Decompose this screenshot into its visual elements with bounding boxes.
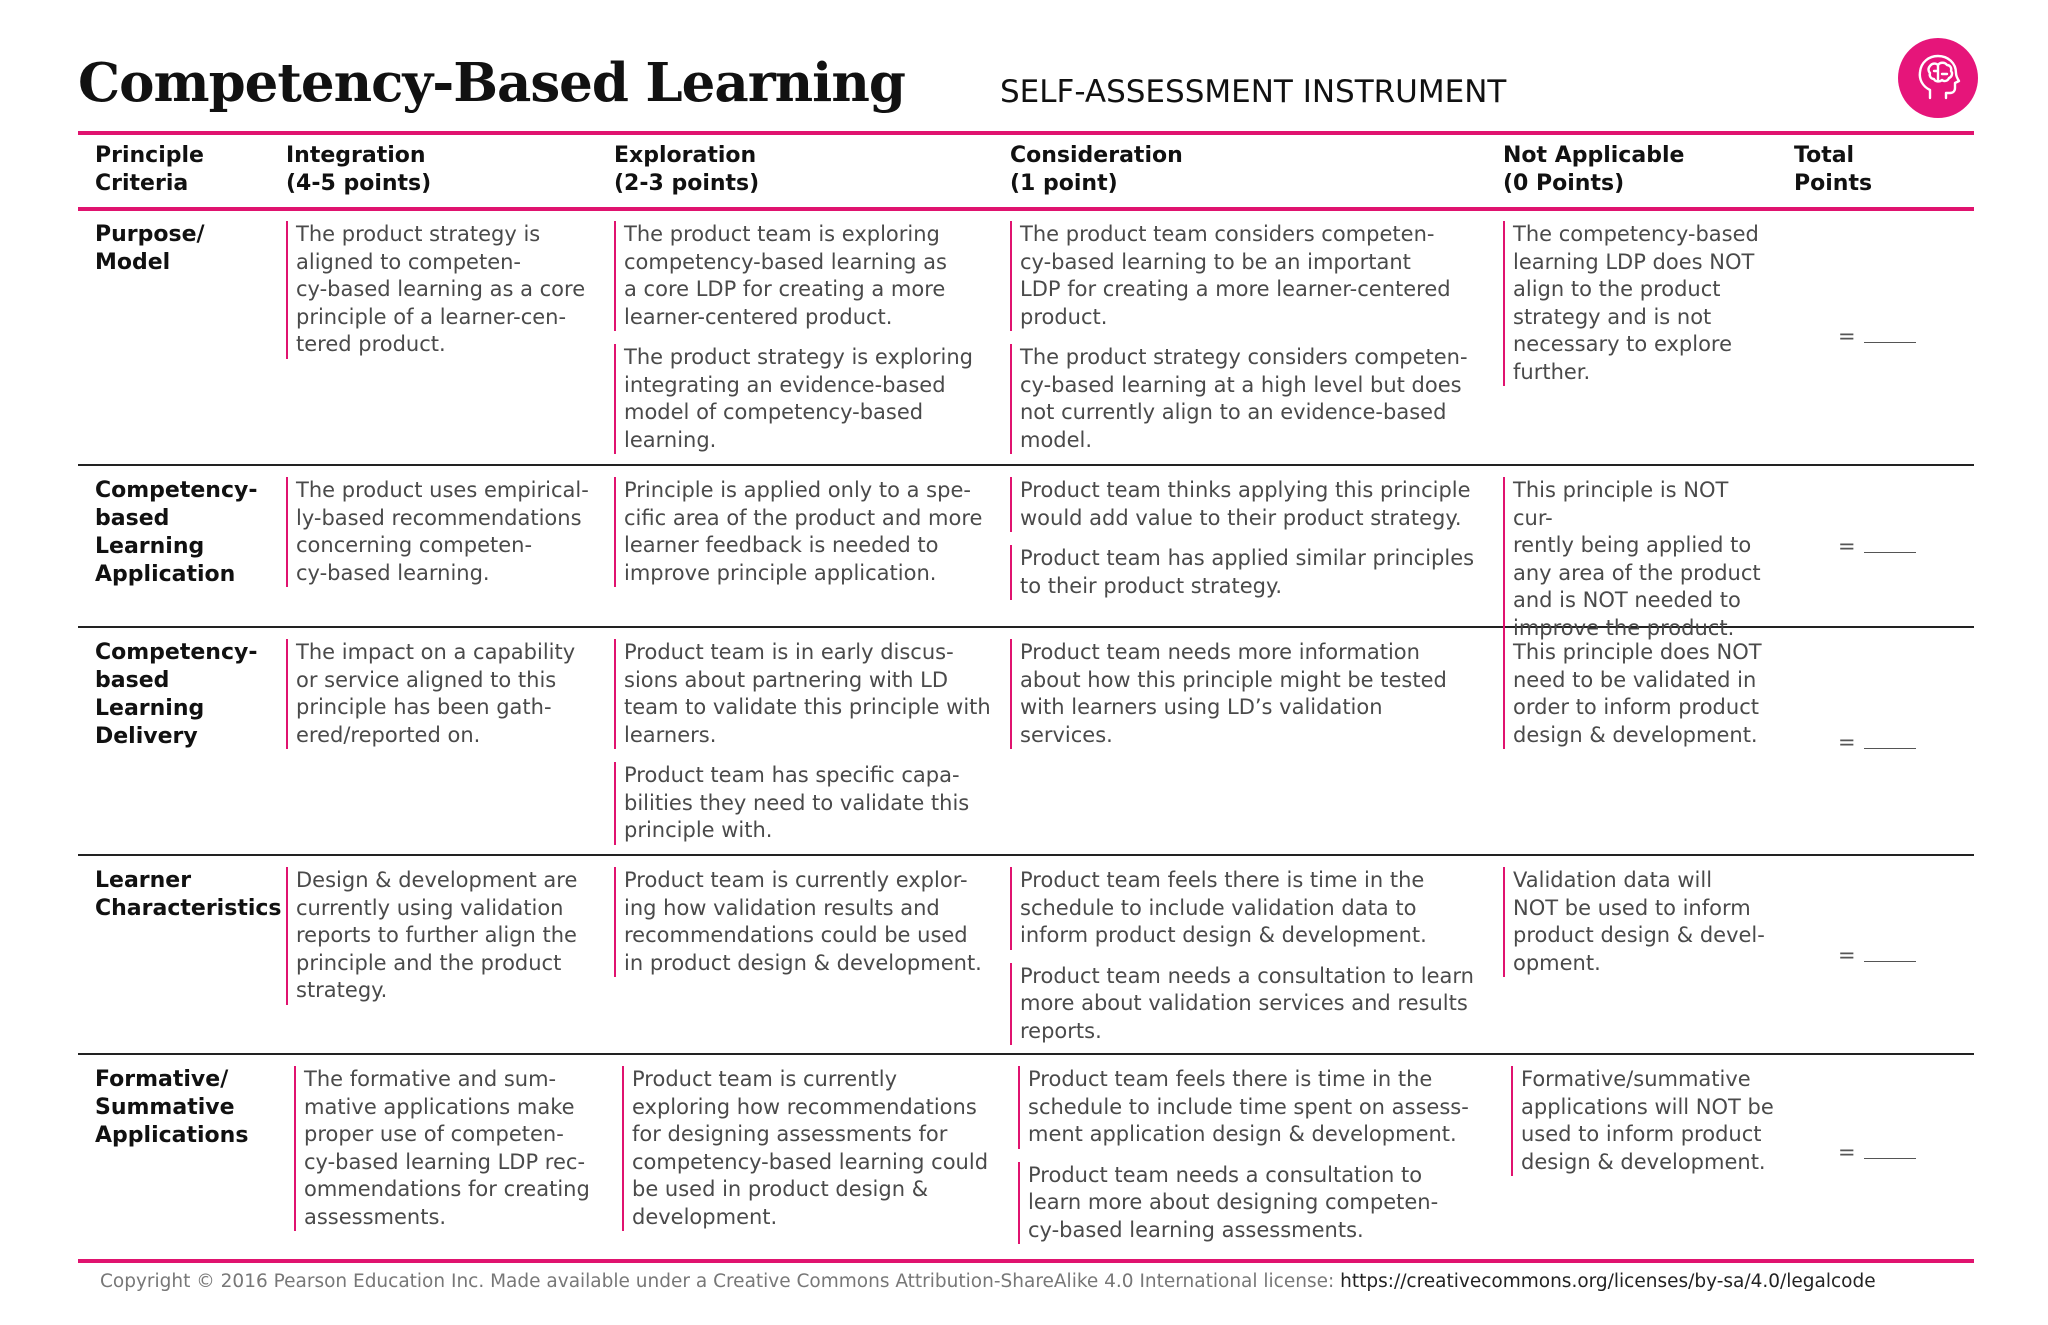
entry-line: further. [1513,359,1591,384]
entry-line: schedule to include time spent on assess- [1028,1094,1469,1119]
entry-line: ment application design & development. [1028,1122,1457,1146]
entry-line: learner feedback is needed to [624,533,939,557]
entry-line: opment. [1513,950,1601,975]
cell-integration [286,477,601,600]
equals-sign: = [1838,943,1856,967]
cell-integration [286,639,601,762]
criteria-line: Learning [95,534,205,559]
criteria-line: Competency- [95,478,258,503]
entry-line: model of competency-based [624,400,924,424]
entry-line: Product team is currently explor- [624,868,968,892]
entry-line: reports. [1020,1018,1102,1043]
entry-line: The competency-based [1513,222,1759,246]
entry-line: strategy. [296,978,388,1002]
entry-line: design & development. [1521,1149,1766,1174]
cell-consideration [1010,639,1480,762]
entry-line: cific area of the product and more [624,505,983,530]
row-criteria [95,639,257,751]
entry-line: schedule to include validation data to [1020,895,1417,920]
criterion-entry [614,221,994,331]
entry-line: and is NOT needed to [1513,588,1741,612]
entry-line: need to be validated in [1513,667,1757,692]
table-bottom-rule [78,1259,1974,1263]
entry-line: for designing assessments for [632,1122,948,1146]
entry-line: inform product design & development. [1020,923,1427,947]
entry-line: aligned to competen- [296,249,522,274]
entry-line: Product team is currently [632,1067,898,1091]
criterion-entry [1010,545,1480,600]
entry-line: exploring how recommendations [632,1094,977,1119]
total-points-field[interactable] [1838,324,1916,348]
criterion-entry [1010,963,1480,1046]
entry-line: Formative/summative [1521,1067,1751,1091]
total-points-field[interactable] [1838,1140,1916,1164]
column-header-criteria: Principle Criteria [95,143,204,196]
entry-line: or service aligned to this [296,667,557,692]
entry-line: Product team feels there is time in the [1020,868,1425,892]
criteria-line: Applications [95,1123,249,1148]
entry-line: be used in product design & [632,1177,929,1201]
entry-line: concerning competen- [296,533,533,557]
entry-line: LDP for creating a more learner-centered [1020,277,1451,301]
page-subtitle: SELF-ASSESSMENT INSTRUMENT [1000,74,1507,110]
row-divider [78,854,1974,856]
column-header-not-applicable: Not Applicable (0 Points) [1503,143,1685,196]
entry-line: learning. [624,427,717,452]
total-points-field[interactable] [1838,943,1916,967]
entry-line: tered product. [296,332,446,356]
entry-line: improve the product. [1513,615,1735,640]
entry-line: learner-centered product. [624,304,893,329]
header-bottom-rule [78,207,1974,211]
cell-integration [286,221,601,372]
cell-not-applicable [1503,639,1773,762]
entry-line: Principle is applied only to a spe- [624,478,971,502]
entry-line: principle and the product [296,950,562,975]
criterion-entry [614,344,994,454]
entry-line: ing how validation results and [624,895,940,920]
cell-exploration [614,867,994,990]
criterion-entry [1010,867,1480,950]
criterion-entry [286,477,601,587]
criterion-entry [1010,477,1480,532]
header-top-rule [78,131,1974,135]
entry-line: competency-based learning as [624,249,947,274]
row-criteria [95,477,257,589]
column-header-integration: Integration (4-5 points) [286,143,432,196]
entry-line: to their product strategy. [1020,573,1283,598]
entry-line: NOT be used to inform [1513,895,1751,920]
entry-line: The product team is exploring [624,222,940,246]
row-criteria [95,1066,248,1150]
criterion-entry [614,477,994,587]
entry-line: integrating an evidence-based [624,372,946,397]
entry-line: would add value to their product strategy. [1020,505,1462,530]
entry-line: cy-based learning LDP rec- [304,1149,586,1174]
entry-line: Product team needs a consultation to learn [1020,963,1474,988]
criteria-line: Application [95,562,236,587]
cell-integration [286,867,601,1018]
cell-not-applicable [1503,221,1773,399]
entry-line: product. [1020,304,1108,329]
entry-line: The product team considers competen- [1020,222,1435,246]
entry-line: ered/reported on. [296,722,481,747]
criterion-entry [286,221,601,359]
criterion-entry [1018,1066,1488,1149]
entry-line: Product team has specific capa- [624,763,960,787]
entry-line: Product team has applied similar principles [1020,546,1475,570]
entry-line: Product team is in early discus- [624,640,954,664]
entry-line: a core LDP for creating a more [624,277,946,301]
entry-line: team to validate this principle with [624,695,991,719]
criteria-line: Summative [95,1095,235,1120]
cell-exploration [622,1066,1002,1244]
page-title: Competency-Based Learning [78,52,905,114]
points-blank[interactable] [1864,734,1916,749]
criterion-entry [1018,1162,1488,1245]
criterion-entry [614,639,994,749]
criteria-line: Learner [95,868,192,893]
entry-line: ly-based recommendations [296,505,582,530]
equals-sign: = [1838,1140,1856,1164]
entry-line: Product team feels there is time in the [1028,1067,1433,1091]
entry-line: about how this principle might be tested [1020,667,1447,692]
equals-sign: = [1838,534,1856,558]
entry-line: ommendations for creating [304,1177,590,1201]
entry-line: sions about partnering with LD [624,667,948,692]
criterion-entry [294,1066,609,1231]
entry-line: applications will NOT be [1521,1094,1774,1119]
entry-line: learning LDP does NOT [1513,249,1755,274]
cell-not-applicable [1511,1066,1781,1189]
criterion-entry [1503,221,1773,386]
entry-line: rently being applied to [1513,533,1752,557]
copyright-text: Copyright © 2016 Pearson Education Inc. Made available under a Creative Commons Attribution-ShareAlike 4.0 International license: [100,1271,1341,1292]
cell-consideration [1018,1066,1488,1257]
criteria-line: Learning [95,696,205,721]
entry-line: principle of a learner-cen- [296,304,567,329]
column-header-consideration: Consideration (1 point) [1010,143,1183,196]
criteria-line: Formative/ [95,1067,229,1092]
entry-line: recommendations could be used [624,923,968,947]
entry-line: strategy and is not [1513,304,1712,329]
criteria-line: based [95,506,170,531]
column-header-total: Total Points [1794,143,1873,196]
entry-line: used to inform product [1521,1122,1762,1146]
entry-line: not currently align to an evidence-based [1020,400,1447,424]
entry-line: The formative and sum- [304,1067,557,1091]
entry-line: learn more about designing competen- [1028,1190,1439,1214]
entry-line: The impact on a capability [296,640,576,664]
entry-line: principle has been gath- [296,695,552,719]
criterion-entry [1503,477,1773,642]
entry-line: in product design & development. [624,950,982,975]
criteria-line: Characteristics [95,896,282,921]
head-brain-icon [1898,38,1978,118]
entry-line: cy-based learning as a core [296,277,586,301]
cell-exploration [614,477,994,600]
entry-line: This principle is NOT cur- [1513,478,1729,530]
cell-consideration [1010,221,1480,467]
total-points-field[interactable] [1838,730,1916,754]
cell-not-applicable [1503,477,1773,655]
entry-line: learners. [624,722,717,747]
criterion-entry [1503,867,1773,977]
criterion-entry [1503,639,1773,749]
entry-line: cy-based learning. [296,560,490,585]
criterion-entry [286,639,601,749]
entry-line: order to inform product [1513,695,1759,719]
entry-line: mative applications make [304,1094,575,1119]
entry-line: The product strategy is [296,222,541,246]
equals-sign: = [1838,730,1856,754]
entry-line: principle with. [624,818,773,842]
entry-line: Design & development are [296,868,578,892]
criterion-entry [1010,344,1480,454]
criteria-line: Purpose/ [95,222,205,247]
criterion-entry [614,762,994,845]
license-link[interactable]: https://creativecommons.org/licenses/by-sa/4.0/legalcode [1340,1271,1876,1292]
cell-consideration [1010,477,1480,613]
entry-line: more about validation services and results [1020,991,1468,1015]
entry-line: Validation data will [1513,868,1713,892]
entry-line: development. [632,1204,778,1229]
points-blank[interactable] [1864,947,1916,962]
criteria-line: Delivery [95,724,198,749]
entry-line: assessments. [304,1204,447,1229]
criteria-line: based [95,668,170,693]
points-blank[interactable] [1864,1144,1916,1159]
criterion-entry [1511,1066,1781,1176]
entry-line: Product team needs more information [1020,640,1420,664]
entry-line: currently using validation [296,895,564,920]
entry-line: The product strategy is exploring [624,345,973,369]
entry-line: design & development. [1513,722,1758,747]
entry-line: bilities they need to validate this [624,790,970,815]
criteria-line: Model [95,250,171,275]
criterion-entry [614,867,994,977]
entry-line: The product strategy considers competen- [1020,345,1468,369]
criterion-entry [1010,221,1480,331]
row-criteria [95,867,282,923]
entry-line: align to the product [1513,277,1721,301]
entry-line: cy-based learning to be an important [1020,249,1411,274]
entry-line: model. [1020,427,1093,452]
entry-line: with learners using LD’s validation services. [1020,695,1383,747]
points-blank[interactable] [1864,538,1916,553]
entry-line: The product uses empirical- [296,478,589,502]
entry-line: cy-based learning assessments. [1028,1217,1364,1242]
footer-copyright [100,1271,1876,1292]
entry-line: competency-based learning could [632,1149,989,1174]
entry-line: Product team thinks applying this principle [1020,478,1471,502]
entry-line: cy-based learning at a high level but does [1020,372,1462,397]
criteria-line: Competency- [95,640,258,665]
criterion-entry [286,867,601,1005]
row-criteria [95,221,205,277]
entry-line: proper use of competen- [304,1122,564,1146]
cell-exploration [614,221,994,467]
equals-sign: = [1838,324,1856,348]
entry-line: product design & devel- [1513,923,1765,947]
entry-line: This principle does NOT [1513,640,1762,664]
criterion-entry [1010,639,1480,749]
points-blank[interactable] [1864,328,1916,343]
entry-line: reports to further align the [296,923,577,947]
entry-line: any area of the product [1513,560,1761,585]
entry-line: necessary to explore [1513,332,1733,356]
column-header-exploration: Exploration (2-3 points) [614,143,760,196]
cell-not-applicable [1503,867,1773,990]
criterion-entry [622,1066,1002,1231]
total-points-field[interactable] [1838,534,1916,558]
entry-line: improve principle application. [624,560,937,585]
cell-exploration [614,639,994,858]
cell-integration [294,1066,609,1244]
cell-consideration [1010,867,1480,1058]
entry-line: Product team needs a consultation to [1028,1162,1423,1187]
